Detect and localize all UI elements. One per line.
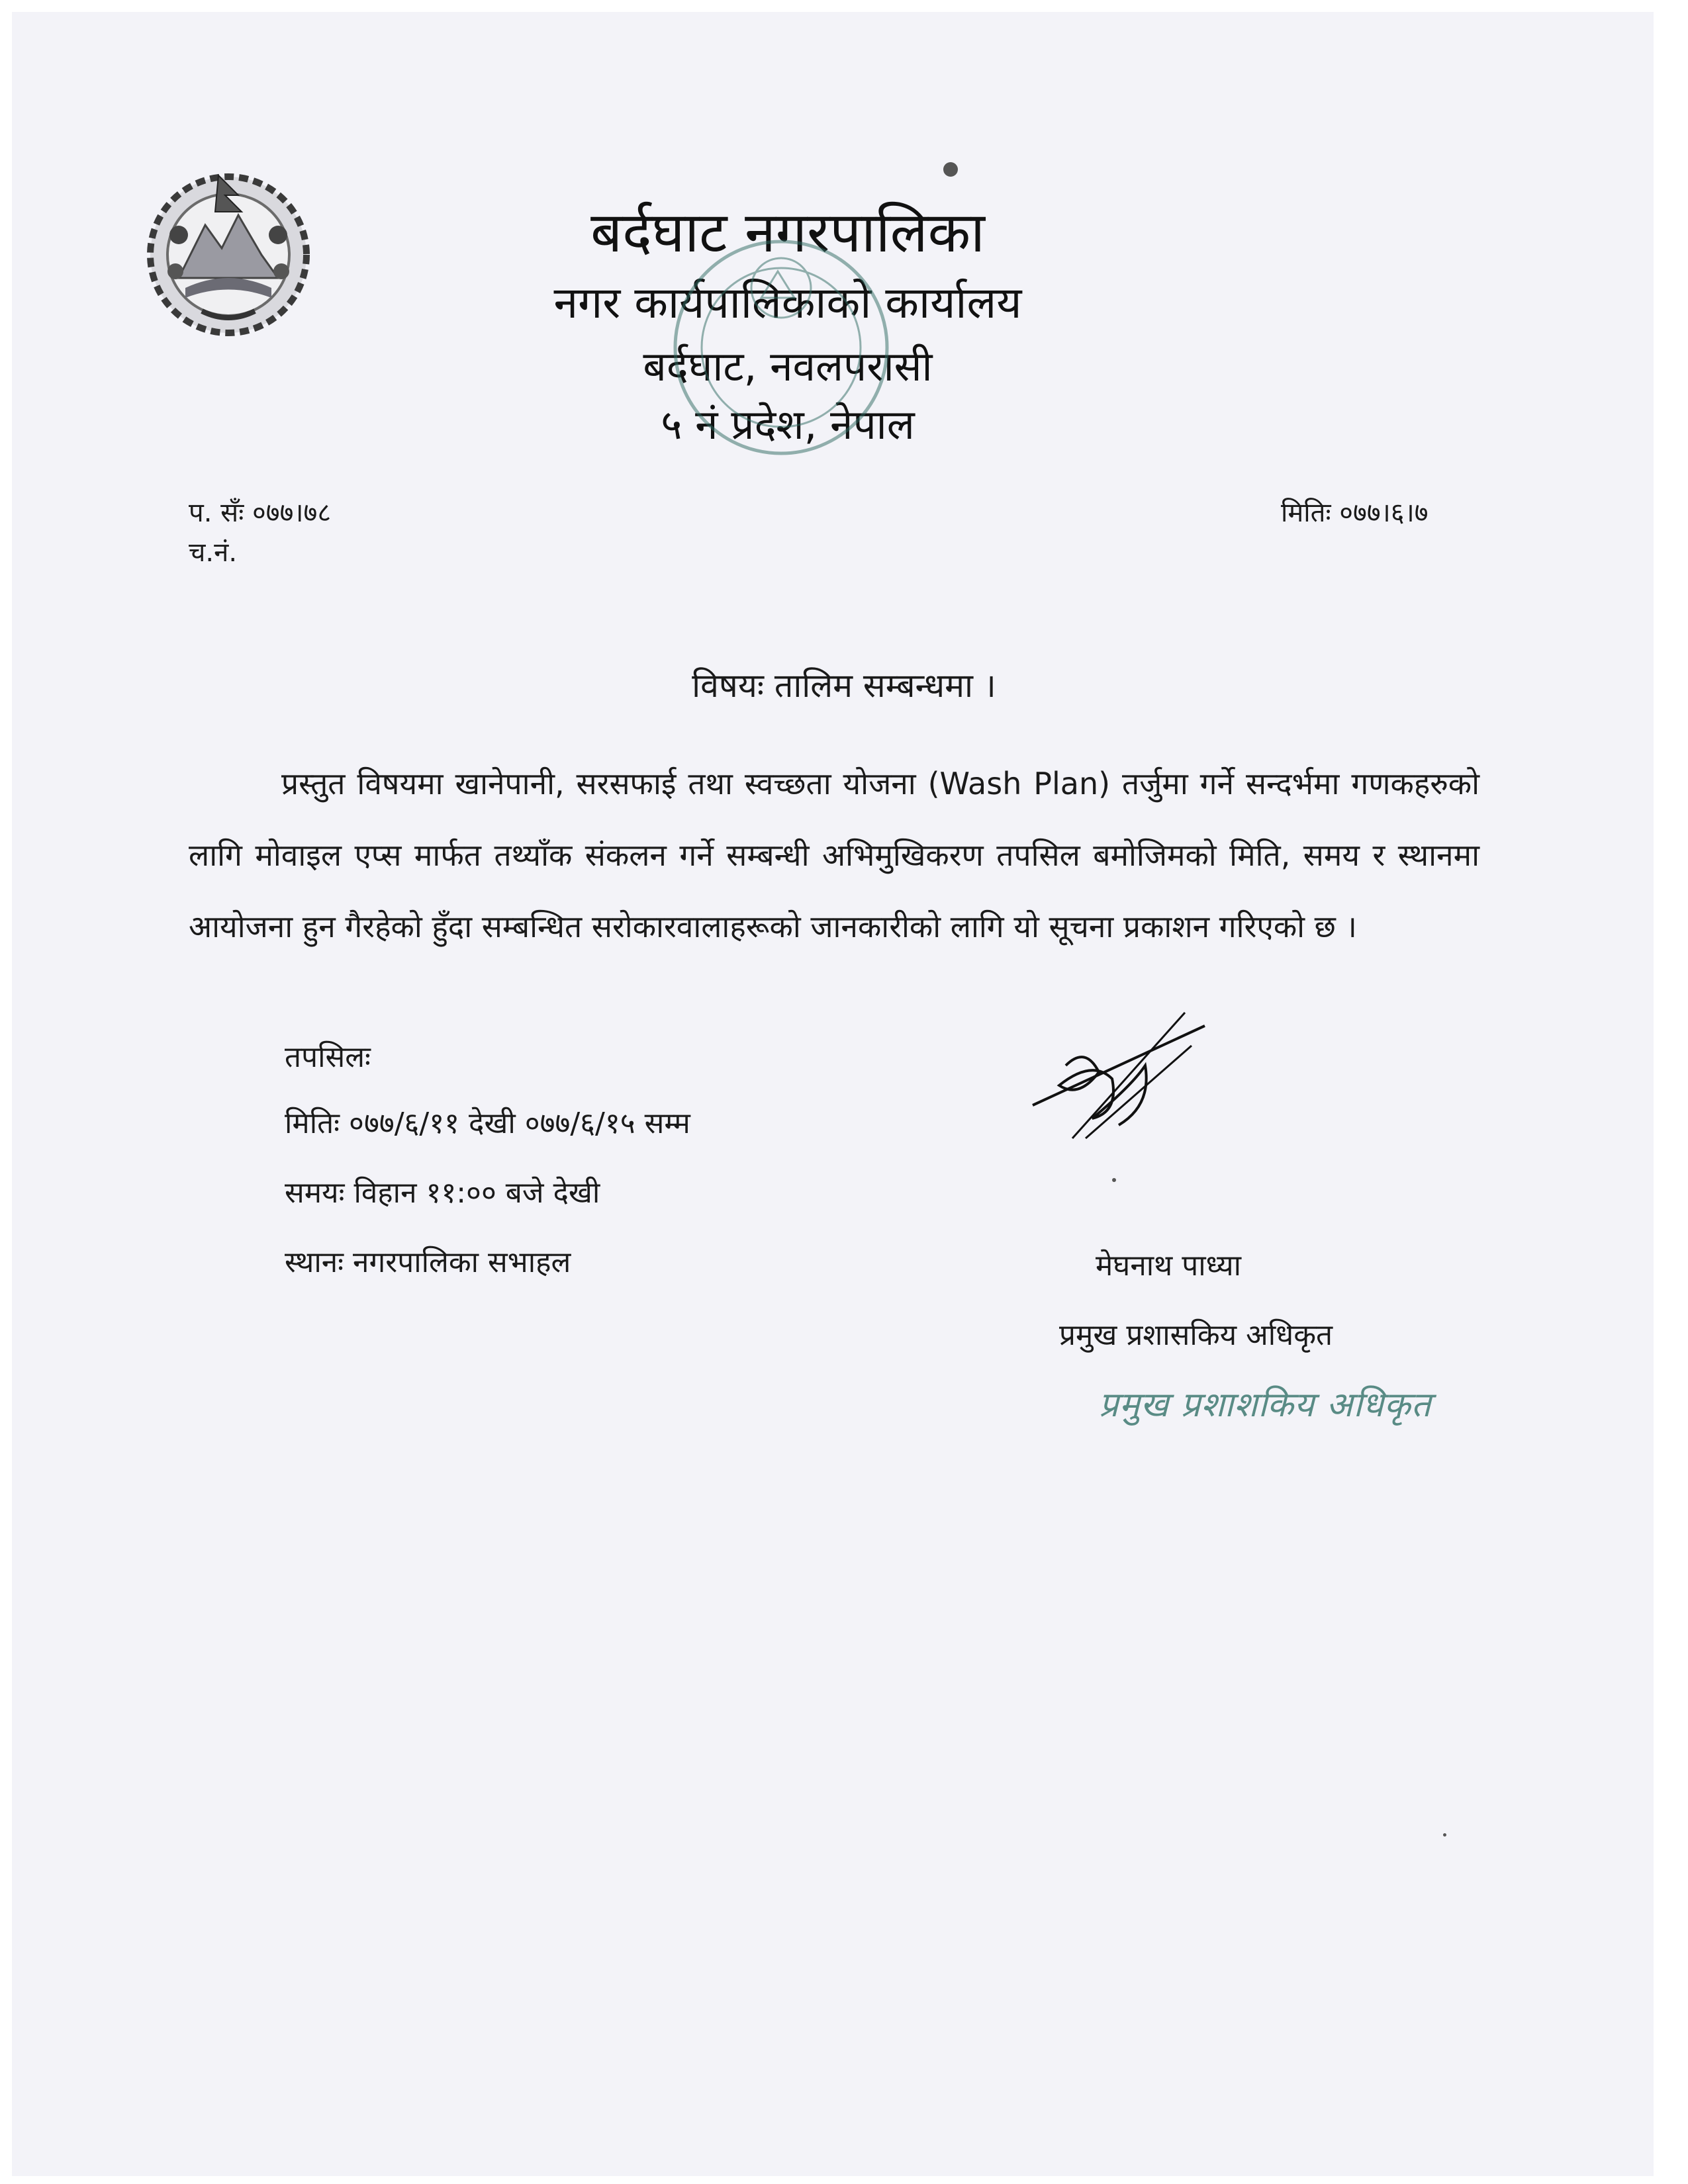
office-name: नगर कार्यपालिकाको कार्यालय (553, 277, 1022, 328)
reference-number: प. सँः ०७७।७८ (189, 498, 332, 528)
paper-speck (943, 162, 958, 177)
training-date: मितिः ०७७/६/११ देखी ०७७/६/१५ सम्म (285, 1107, 690, 1140)
signatory-title: प्रमुख प्रशासकिय अधिकृत (1059, 1318, 1333, 1352)
province-line: ५ नं प्रदेश, नेपाल (661, 400, 915, 449)
office-seal-icon (662, 225, 900, 470)
training-place: स्थानः नगरपालिका सभाहल (285, 1246, 571, 1279)
details-heading: तपसिलः (285, 1040, 371, 1074)
signatory-name: मेघनाथ पाध्या (1096, 1249, 1242, 1283)
office-location: बर्दघाट, नवलपरासी (643, 342, 933, 390)
municipality-name: बर्दघाट नगरपालिका (590, 200, 985, 265)
paper-speck (1112, 1178, 1116, 1182)
paper-speck (1443, 1833, 1446, 1837)
signature-icon (1019, 1006, 1218, 1152)
letter-date: मितिः ०७७।६।७ (1281, 498, 1429, 528)
dispatch-number: च.नं. (189, 537, 238, 568)
nepal-emblem-icon (139, 156, 318, 341)
training-time: समयः विहान ११:०० बजे देखी (285, 1176, 600, 1210)
subject-line: विषयः तालिम सम्बन्धमा । (692, 666, 996, 705)
designation-stamp: प्रमुख प्रशाशकिय अधिकृत (1099, 1385, 1432, 1425)
body-paragraph: प्रस्तुत विषयमा खानेपानी, सरसफाई तथा स्वच्छता योजना (Wash Plan) तर्जुमा गर्ने सन्दर्भमा गणकहरुको लागि मोवाइल एप्स मार्फत तथ्याँक संकलन गर्ने सम्बन्धी अभिमुखिकरण तपसिल बमोजिमको मिति, समय र स्थानमा आयोजना हुन गैरहेको हुँदा सम्बन्धित सरोकारवालाहरूको जानकारीको लागि यो सूचना प्रकाशन गरिएको छ । (189, 766, 1479, 944)
